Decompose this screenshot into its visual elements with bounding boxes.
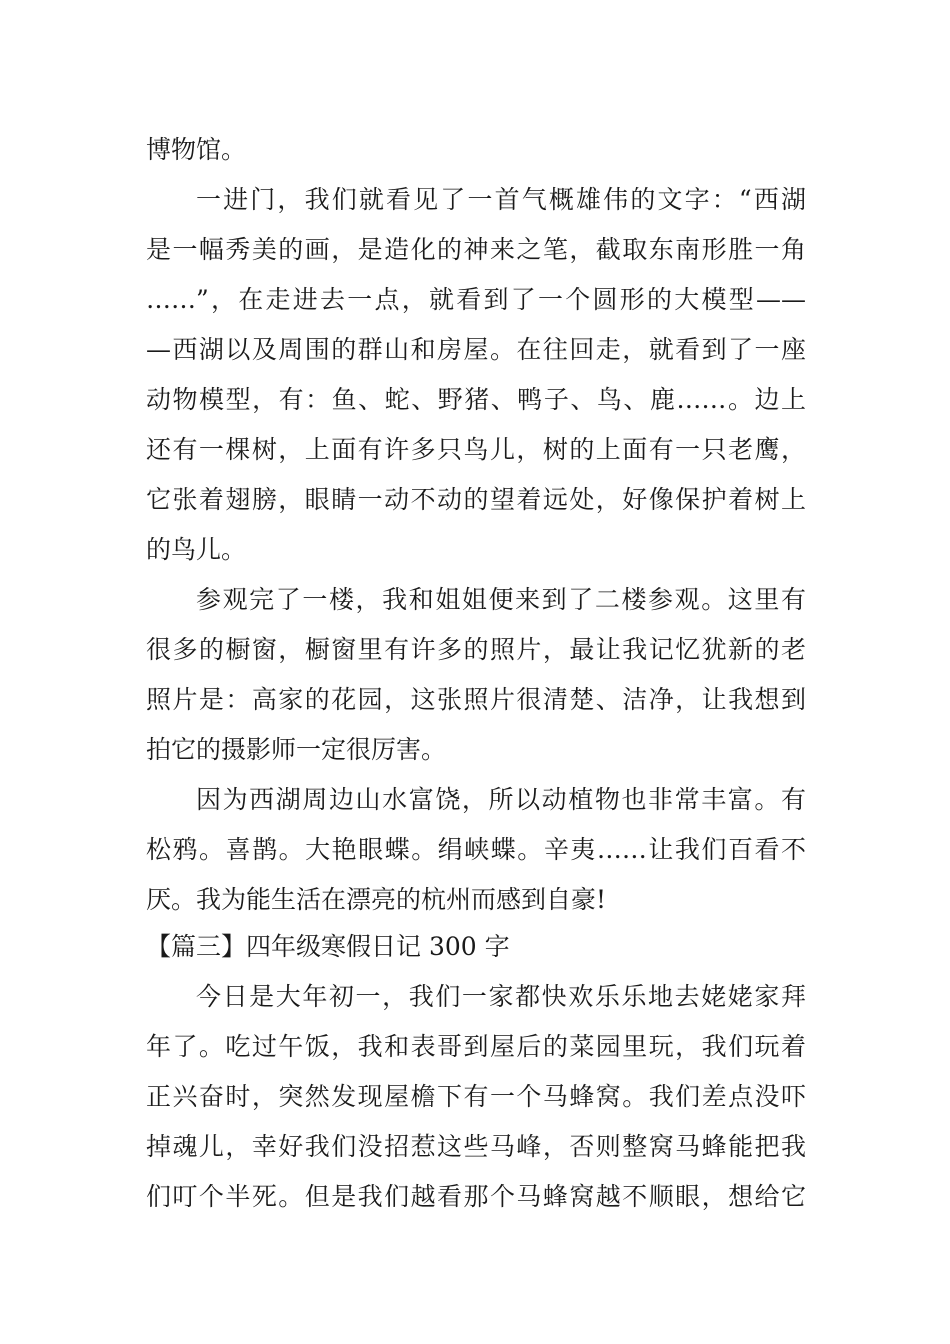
text-line: 照片是：高家的花园，这张照片很清楚、洁净，让我想到 — [146, 685, 806, 714]
paragraph-first-line: 参观完了一楼，我和姐姐便来到了二楼参观。这里有 — [196, 585, 806, 614]
text-line: 年了。吃过午饭，我和表哥到屋后的菜园里玩，我们玩着 — [146, 1032, 806, 1061]
text-line: 它张着翅膀，眼睛一动不动的望着远处，好像保护着树上 — [146, 485, 806, 514]
text-line: 很多的橱窗，橱窗里有许多的照片，最让我记忆犹新的老 — [146, 635, 806, 664]
text-line: —西湖以及周围的群山和房屋。在往回走，就看到了一座 — [146, 335, 806, 364]
text-line: 还有一棵树，上面有许多只鸟儿，树的上面有一只老鹰， — [146, 435, 806, 464]
text-line: 们叮个半死。但是我们越看那个马蜂窝越不顺眼，想给它 — [146, 1182, 806, 1211]
text-line: 拍它的摄影师一定很厉害。 — [146, 735, 447, 764]
text-line: 松鸦。喜鹊。大艳眼蝶。绢峡蝶。辛夷……让我们百看不 — [146, 835, 806, 864]
text-line: 的鸟儿。 — [146, 535, 247, 564]
section-heading: 【篇三】四年级寒假日记 300 字 — [146, 932, 510, 961]
paragraph-first-line: 一进门，我们就看见了一首气概雄伟的文字：“西湖 — [196, 185, 806, 214]
paragraph-first-line: 因为西湖周边山水富饶，所以动植物也非常丰富。有 — [196, 785, 806, 814]
paragraph-first-line: 今日是大年初一，我们一家都快欢乐乐地去姥姥家拜 — [196, 982, 806, 1011]
text-line: 正兴奋时，突然发现屋檐下有一个马蜂窝。我们差点没吓 — [146, 1082, 806, 1111]
text-line: 掉魂儿，幸好我们没招惹这些马峰，否则整窝马蜂能把我 — [146, 1132, 806, 1161]
text-line: 动物模型，有：鱼、蛇、野猪、鸭子、鸟、鹿……。边上 — [146, 385, 806, 414]
text-line: 博物馆。 — [146, 135, 247, 164]
text-line: 是一幅秀美的画，是造化的神来之笔，截取东南形胜一角 — [146, 235, 806, 264]
text-line: 厌。我为能生活在漂亮的杭州而感到自豪! — [146, 885, 607, 914]
text-line: ……”，在走进去一点，就看到了一个圆形的大模型—— — [146, 285, 806, 314]
